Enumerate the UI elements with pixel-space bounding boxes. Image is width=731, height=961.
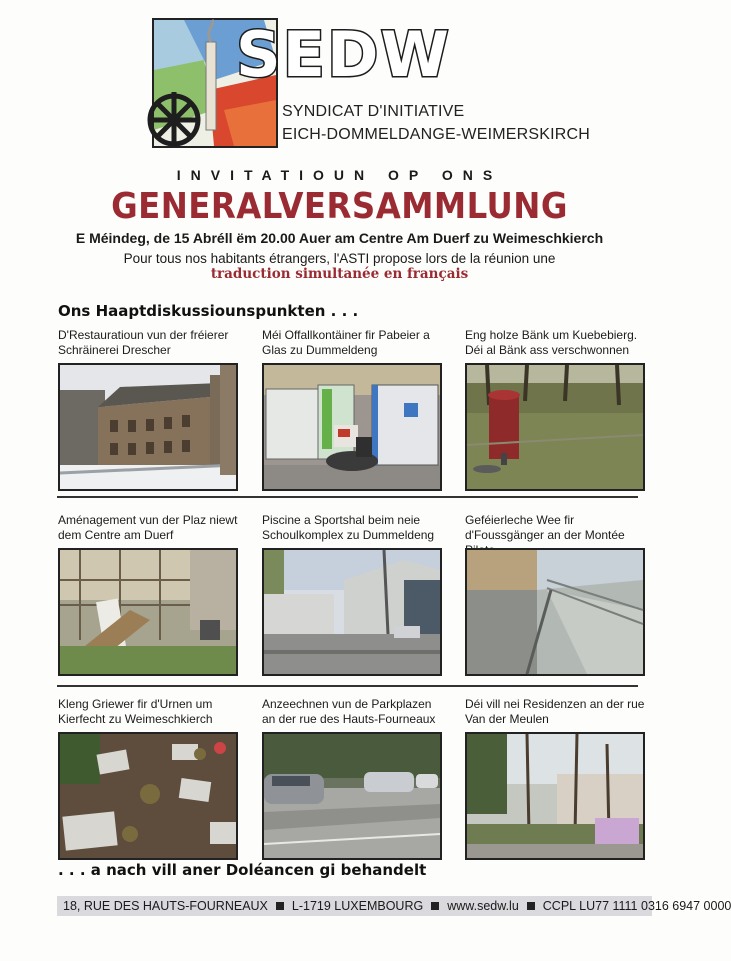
website-link[interactable]: www.sedw.lu	[447, 899, 519, 913]
list-item	[465, 513, 645, 545]
postcode-city: L-1719 LUXEMBOURG	[291, 899, 424, 913]
list-item	[262, 328, 442, 360]
section-title: Ons Haaptdiskussiounspunkten . . .	[58, 302, 359, 320]
item-caption: Eng holze Bänk um Kuebebierg. Déi al Bänk ass verschwonnen	[465, 328, 638, 357]
footpath-photo	[465, 548, 645, 676]
org-name-line1: SYNDICAT D'INITIATIVE	[282, 103, 465, 120]
closing-note: . . . a nach vill aner Doléancen gi behandelt	[58, 861, 427, 879]
item-caption: Anzeechnen vun de Parkplazen an der rue des Hauts-Fourneaux	[262, 697, 436, 726]
square-bullet-icon	[431, 902, 439, 910]
asti-note: Pour tous nos habitants étrangers, l'ASTI propose lors de la réunion une	[123, 251, 556, 266]
residences-photo	[465, 732, 645, 860]
page-title: GENERALVERSAMMLUNG	[111, 186, 568, 227]
list-item	[465, 328, 645, 360]
bank-account: CCPL LU77 1111 0316 6947 0000	[542, 899, 731, 913]
park-bin-photo	[465, 363, 645, 491]
list-item	[58, 328, 238, 360]
item-caption: D'Restauratioun vun der fréierer Schräinerei Drescher	[58, 328, 229, 357]
invitation-kicker: INVITATIOUN OP ONS	[176, 167, 503, 183]
org-name-line2: EICH-DOMMELDANGE-WEIMERSKIRCH	[282, 126, 591, 143]
divider	[57, 685, 638, 687]
list-item	[262, 697, 442, 729]
address-bar	[57, 896, 731, 916]
cemetery-photo	[58, 732, 238, 860]
school-complex-photo	[262, 548, 442, 676]
meeting-date-place: E Méindeg, de 15 Abréll ëm 20.00 Auer am Centre Am Duerf zu Weimeschkierch	[75, 230, 604, 246]
item-caption: Déi vill nei Residenzen an der rue Van der Meulen	[465, 697, 645, 726]
parking-photo	[262, 732, 442, 860]
construction-site-photo	[58, 548, 238, 676]
item-caption: Piscine a Sportshal beim neie Schoulkomplex zu Dummeldeng	[262, 513, 435, 542]
old-building-photo	[58, 363, 238, 491]
item-caption: Geféierleche Wee fir d'Foussgänger an der Montée	[465, 513, 625, 542]
item-caption: Aménagement vun der Plaz niewt dem Centre am Duerf	[58, 513, 238, 542]
item-caption: Kleng Griewer fir d'Urnen um Kierfecht zu Weimeschkierch	[58, 697, 213, 726]
divider	[57, 496, 638, 498]
list-item	[58, 513, 238, 545]
square-bullet-icon	[527, 902, 535, 910]
square-bullet-icon	[276, 902, 284, 910]
street-address: 18, RUE DES HAUTS-FOURNEAUX	[63, 899, 268, 913]
list-item	[465, 697, 645, 729]
waste-containers-photo	[262, 363, 442, 491]
translation-note: traduction simultanée en français	[210, 266, 469, 282]
list-item	[262, 513, 442, 545]
item-caption: Méi Offallkontäiner fir Pabeier a Glas zu Dummeldeng	[262, 328, 430, 357]
logo-wordmark: SEDW	[236, 18, 451, 91]
list-item	[58, 697, 238, 729]
